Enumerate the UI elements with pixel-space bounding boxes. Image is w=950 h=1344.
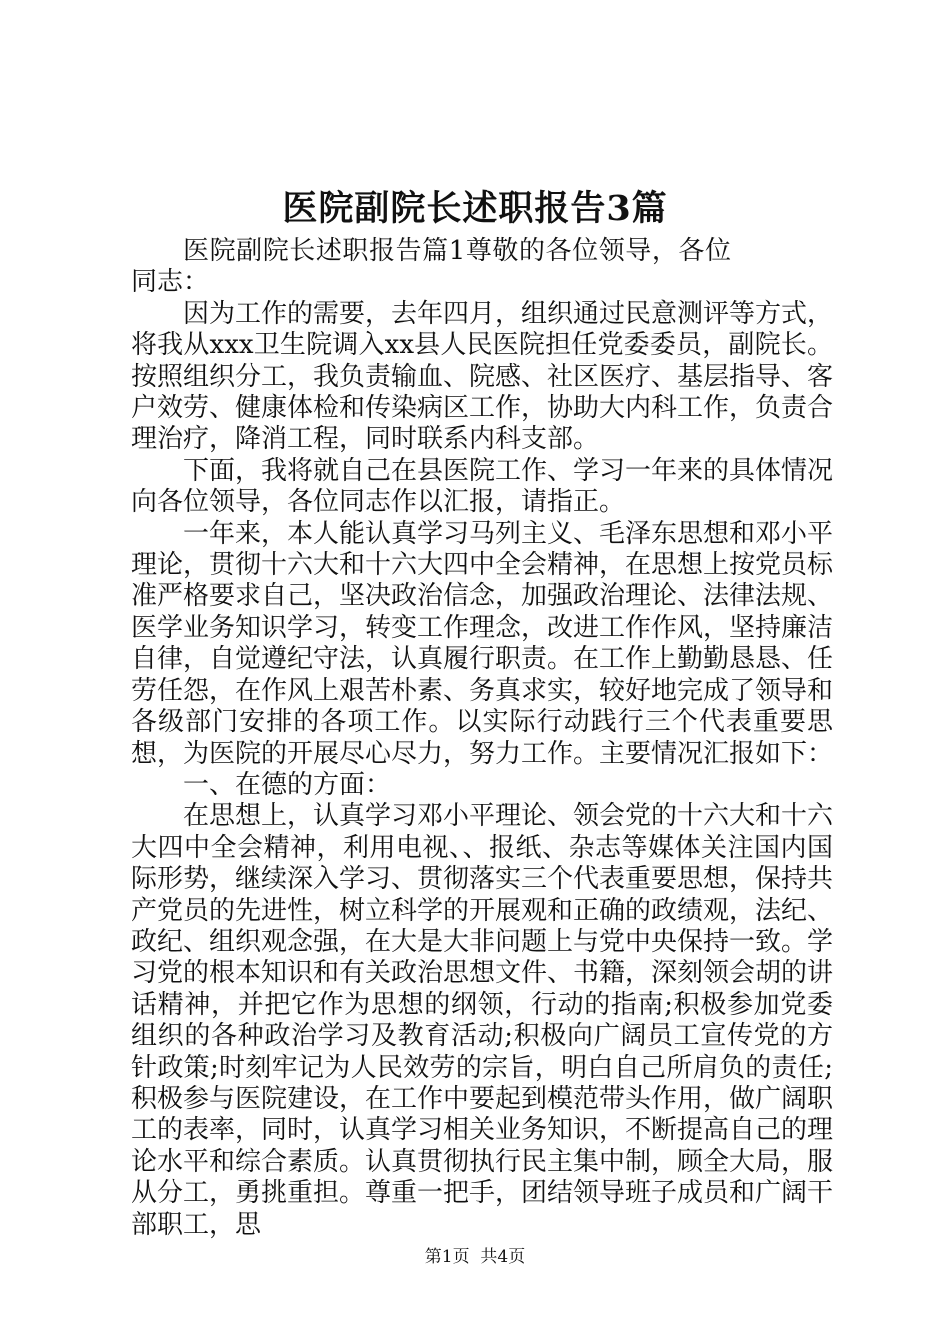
paragraph-summary: 一年来，本人能认真学习马列主义、毛泽东思想和邓小平理论，贯彻十六大和十六大四中全会精神，在思想上按党员标准严格要求自己，坚决政治信念，加强政治理论、法律法规、医学业务知识学习，转变工作理念，改进工作作风，坚持廉洁自律，自觉遵纪守法，认真履行职责。在工作上勤勤恳恳、任劳任怨，在作风上艰苦朴素、务真求实，较好地完成了领导和各级部门安排的各项工作。以实际行动践行三个代表重要思想，为医院的开展尽心尽力，努力工作。主要情况汇报如下： <box>131 518 834 769</box>
document-title: 医院副院长述职报告3篇 <box>282 188 668 229</box>
paragraph-thought: 在思想上，认真学习邓小平理论、领会党的十六大和十六大四中全会精神，利用电视、、报纸、杂志等媒体关注国内国际形势，继续深入学习、贯彻落实三个代表重要思想，保持共产党员的先进性，树立科学的开展观和正确的政绩观，法纪、政纪、组织观念强，在大是大非问题上与党中央保持一致。学习党的根本知识和有关政治思想文件、书籍，深刻领会胡的讲话精神，并把它作为思想的纲领，行动的指南;积极参加党委组织的各种政治学习及教育活动;积极向广阔员工宣传党的方针政策;时刻牢记为人民效劳的宗旨，明白自己所肩负的责任;积极参与医院建设，在工作中要起到模范带头作用，做广阔职工的表率，同时，认真学习相关业务知识，不断提高自己的理论水平和综合素质。认真贯彻执行民主集中制，顾全大局，服从分工，勇挑重担。尊重一把手，团结领导班子成员和广阔干部职工，思 <box>131 801 834 1240</box>
document-body <box>131 236 833 1241</box>
paragraph-background: 因为工作的需要，去年四月，组织通过民意测评等方式，将我从xxx卫生院调入xx县人民医院担任党委委员，副院长。按照组织分工，我负责输血、院感、社区医疗、基层指导、客户效劳、健康体检和传染病区工作，协助大内科工作，负责合理治疗，降消工程，同时联系内科支部。 <box>131 298 834 455</box>
page-footer <box>0 1246 950 1268</box>
page-total: 共4页 <box>480 1247 526 1267</box>
paragraph-intro: 医院副院长述职报告篇1尊敬的各位领导，各位同志： <box>131 236 731 298</box>
page-number: 第1页 <box>424 1247 470 1267</box>
section-heading-morality: 一、在德的方面： <box>183 769 392 800</box>
paragraph-report-intro: 下面，我将就自己在县医院工作、学习一年来的具体情况向各位领导，各位同志作以汇报，请指正。 <box>131 455 834 518</box>
